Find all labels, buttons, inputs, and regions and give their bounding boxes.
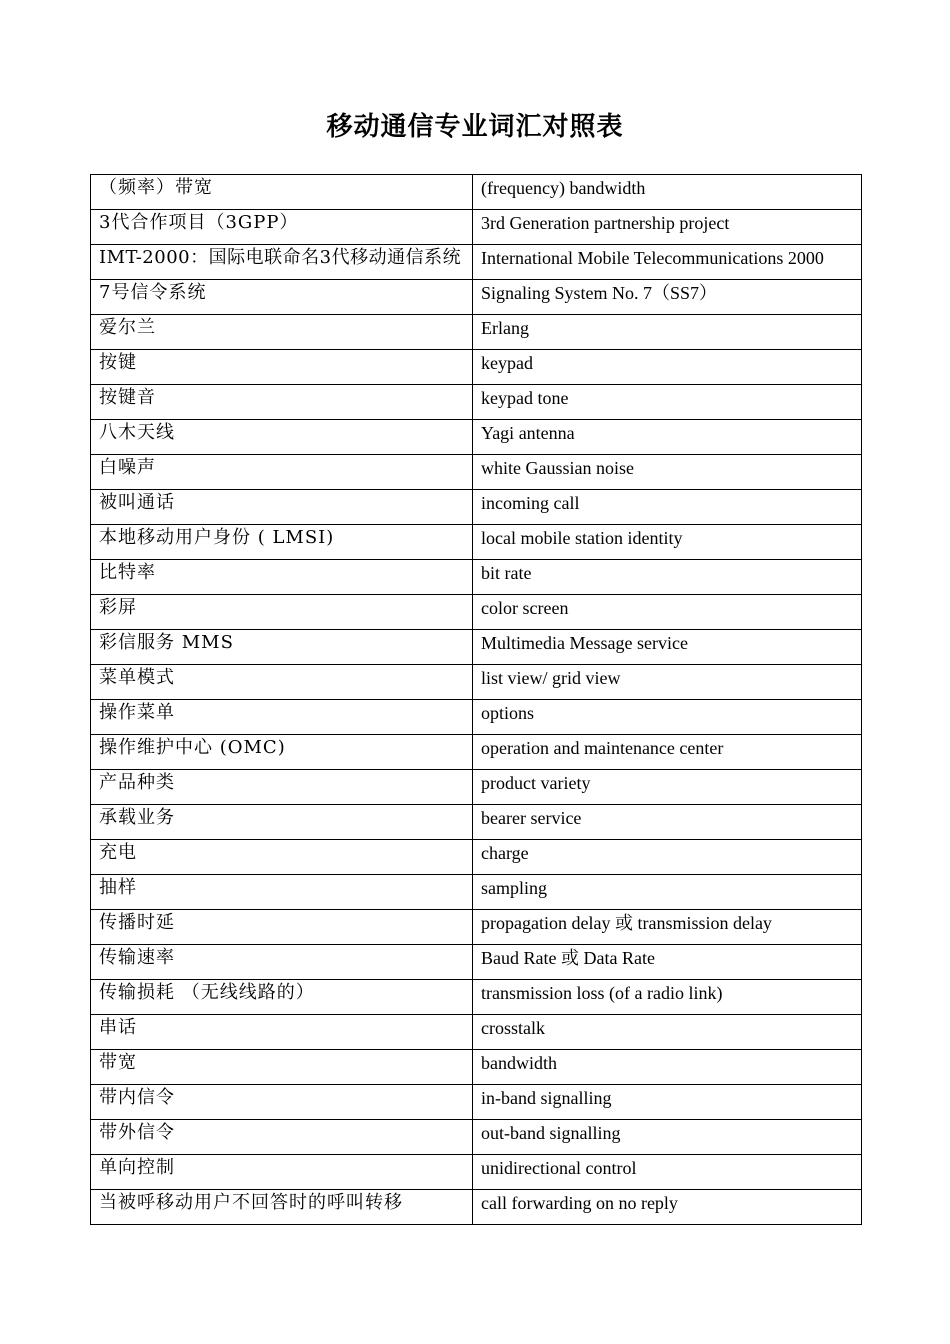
english-term-cell: operation and maintenance center — [473, 735, 862, 770]
chinese-term-cell: 单向控制 — [91, 1155, 473, 1190]
chinese-term-cell: 比特率 — [91, 560, 473, 595]
chinese-term-cell: 被叫通话 — [91, 490, 473, 525]
chinese-term-cell: 抽样 — [91, 875, 473, 910]
chinese-term-cell: IMT-2000：国际电联命名3代移动通信系统 — [91, 245, 473, 280]
chinese-term-cell: 彩屏 — [91, 595, 473, 630]
english-term-cell: bandwidth — [473, 1050, 862, 1085]
table-row — [91, 1155, 862, 1190]
chinese-term-cell: 产品种类 — [91, 770, 473, 805]
chinese-term-cell: 当被呼移动用户不回答时的呼叫转移 — [91, 1190, 473, 1225]
table-row — [91, 315, 862, 350]
chinese-term-cell: 传输损耗 （无线线路的） — [91, 980, 473, 1015]
glossary-body — [91, 175, 862, 1225]
page-title: 移动通信专业词汇对照表 — [326, 112, 624, 142]
table-row — [91, 350, 862, 385]
english-term-cell: crosstalk — [473, 1015, 862, 1050]
chinese-term-cell: 7号信令系统 — [91, 280, 473, 315]
english-term-cell: bit rate — [473, 560, 862, 595]
english-term-cell: Yagi antenna — [473, 420, 862, 455]
table-row — [91, 980, 862, 1015]
table-row — [91, 385, 862, 420]
table-row — [91, 455, 862, 490]
table-row — [91, 700, 862, 735]
chinese-term-cell: 本地移动用户身份 ( LMSI) — [91, 525, 473, 560]
table-row — [91, 630, 862, 665]
table-row — [91, 805, 862, 840]
table-row — [91, 210, 862, 245]
chinese-term-cell: 带宽 — [91, 1050, 473, 1085]
english-term-cell: charge — [473, 840, 862, 875]
table-row — [91, 875, 862, 910]
english-term-cell: list view/ grid view — [473, 665, 862, 700]
chinese-term-cell: 菜单模式 — [91, 665, 473, 700]
english-term-cell: out-band signalling — [473, 1120, 862, 1155]
table-row — [91, 770, 862, 805]
english-term-cell: Erlang — [473, 315, 862, 350]
english-term-cell: sampling — [473, 875, 862, 910]
english-term-cell: unidirectional control — [473, 1155, 862, 1190]
chinese-term-cell: 3代合作项目（3GPP） — [91, 210, 473, 245]
table-row — [91, 1190, 862, 1225]
glossary-table — [90, 174, 862, 1225]
table-row — [91, 910, 862, 945]
english-term-cell: propagation delay 或 transmission delay — [473, 910, 862, 945]
table-row — [91, 1015, 862, 1050]
table-row — [91, 1120, 862, 1155]
english-term-cell: call forwarding on no reply — [473, 1190, 862, 1225]
chinese-term-cell: （频率）带宽 — [91, 175, 473, 210]
english-term-cell: keypad tone — [473, 385, 862, 420]
english-term-cell: Baud Rate 或 Data Rate — [473, 945, 862, 980]
english-term-cell: incoming call — [473, 490, 862, 525]
table-row — [91, 280, 862, 315]
english-term-cell: 3rd Generation partnership project — [473, 210, 862, 245]
english-term-cell: Signaling System No. 7（SS7） — [473, 280, 862, 315]
chinese-term-cell: 白噪声 — [91, 455, 473, 490]
chinese-term-cell: 带外信令 — [91, 1120, 473, 1155]
english-term-cell: local mobile station identity — [473, 525, 862, 560]
table-row — [91, 945, 862, 980]
table-row — [91, 735, 862, 770]
chinese-term-cell: 充电 — [91, 840, 473, 875]
table-row — [91, 840, 862, 875]
table-row — [91, 490, 862, 525]
english-term-cell: (frequency) bandwidth — [473, 175, 862, 210]
table-row — [91, 665, 862, 700]
table-row — [91, 245, 862, 280]
chinese-term-cell: 按键 — [91, 350, 473, 385]
table-row — [91, 560, 862, 595]
table-row — [91, 595, 862, 630]
chinese-term-cell: 传输速率 — [91, 945, 473, 980]
table-row — [91, 1085, 862, 1120]
english-term-cell: International Mobile Telecommunications 2000 — [473, 245, 862, 280]
english-term-cell: options — [473, 700, 862, 735]
english-term-cell: keypad — [473, 350, 862, 385]
chinese-term-cell: 爱尔兰 — [91, 315, 473, 350]
english-term-cell: product variety — [473, 770, 862, 805]
table-row — [91, 1050, 862, 1085]
chinese-term-cell: 操作菜单 — [91, 700, 473, 735]
chinese-term-cell: 操作维护中心 (OMC) — [91, 735, 473, 770]
english-term-cell: transmission loss (of a radio link) — [473, 980, 862, 1015]
chinese-term-cell: 彩信服务 MMS — [91, 630, 473, 665]
chinese-term-cell: 串话 — [91, 1015, 473, 1050]
chinese-term-cell: 八木天线 — [91, 420, 473, 455]
english-term-cell: Multimedia Message service — [473, 630, 862, 665]
english-term-cell: color screen — [473, 595, 862, 630]
chinese-term-cell: 传播时延 — [91, 910, 473, 945]
english-term-cell: bearer service — [473, 805, 862, 840]
table-row — [91, 175, 862, 210]
chinese-term-cell: 承载业务 — [91, 805, 473, 840]
table-row — [91, 420, 862, 455]
english-term-cell: in-band signalling — [473, 1085, 862, 1120]
table-row — [91, 525, 862, 560]
chinese-term-cell: 按键音 — [91, 385, 473, 420]
chinese-term-cell: 带内信令 — [91, 1085, 473, 1120]
english-term-cell: white Gaussian noise — [473, 455, 862, 490]
